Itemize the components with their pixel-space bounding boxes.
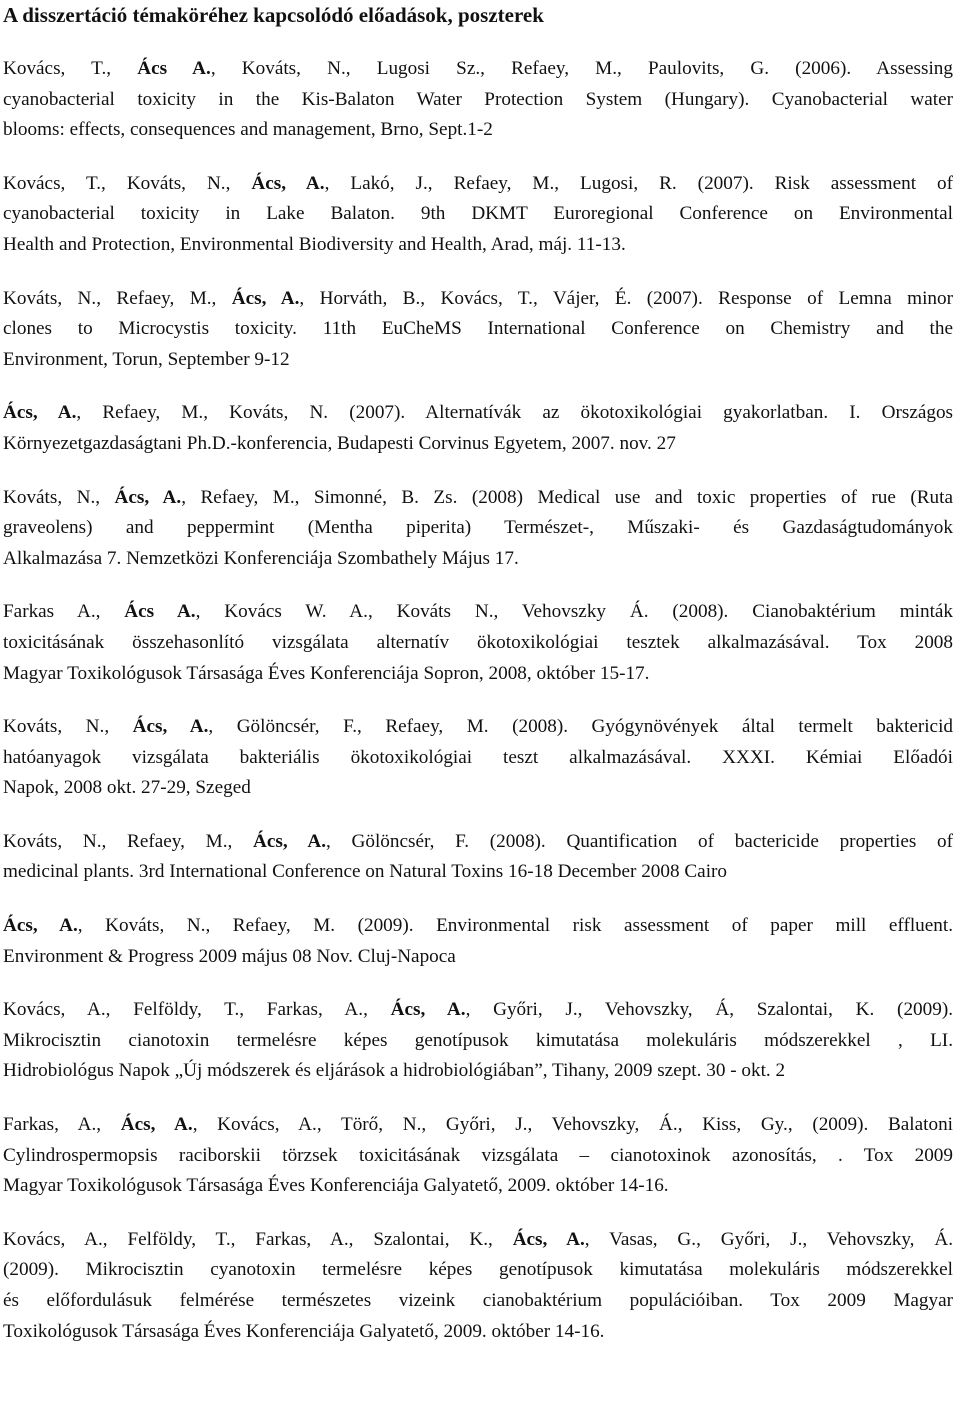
reference-text: cyanobacterial toxicity in the Kis-Balaton Water Protection System (Hungary). Cyanobacterial water xyxy=(3,88,953,110)
reference-text: , Refaey, M., Simonné, B. Zs. (2008) Medical use and toxic properties of rue (Ruta xyxy=(181,486,953,508)
reference-line xyxy=(3,199,953,230)
reference-line xyxy=(3,995,953,1026)
reference-line xyxy=(3,345,953,376)
reference-text: Kovács, T., xyxy=(3,58,138,79)
reference-text: Kováts, N., xyxy=(3,486,115,508)
highlighted-author: Ács, A. xyxy=(231,287,300,309)
reference-line xyxy=(3,628,953,659)
reference-entry xyxy=(3,827,953,888)
reference-line xyxy=(3,398,953,429)
reference-text: Magyar Toxikológusok Társasága Éves Konferenciája Galyatető, 2009. október 14-16. xyxy=(3,1175,669,1197)
reference-entry xyxy=(3,284,953,376)
reference-text: Toxikológusok Társasága Éves Konferenciája Galyatető, 2009. október 14-16. xyxy=(3,1320,605,1342)
reference-line xyxy=(3,230,953,261)
reference-text: , Gölöncsér, F., Refaey, M. (2008). Gyógynövények által termelt baktericid xyxy=(208,716,953,738)
reference-line xyxy=(3,429,953,460)
reference-text: Environment & Progress 2009 május 08 Nov. Cluj-Napoca xyxy=(3,945,456,967)
reference-text: blooms: effects, consequences and management, Brno, Sept.1-2 xyxy=(3,119,493,141)
reference-line xyxy=(3,85,953,116)
reference-text: , Kovács W. A., Kováts N., Vehovszky Á. (2008). Cianobaktérium minták xyxy=(195,601,953,623)
section-heading: A disszertáció témaköréhez kapcsolódó előadások, poszterek xyxy=(3,3,544,27)
reference-text: , Vasas, G., Győri, J., Vehovszky, Á. xyxy=(584,1228,953,1250)
reference-entry xyxy=(3,712,953,804)
highlighted-author: Ács, A. xyxy=(120,1114,193,1136)
reference-line xyxy=(3,1171,953,1202)
reference-list xyxy=(3,54,953,1347)
reference-text: Kováts, N., Refaey, M., xyxy=(3,830,254,852)
highlighted-author: Ács, A. xyxy=(251,172,325,194)
reference-entry xyxy=(3,169,953,261)
highlighted-author: Ács, A. xyxy=(132,716,209,738)
reference-entry xyxy=(3,54,953,146)
reference-line xyxy=(3,1026,953,1057)
reference-line xyxy=(3,773,953,804)
highlighted-author: Ács, A. xyxy=(3,402,77,424)
reference-line xyxy=(3,659,953,690)
highlighted-author: Ács A. xyxy=(124,601,196,623)
highlighted-author: Ács, A. xyxy=(3,915,78,937)
reference-line xyxy=(3,1141,953,1172)
reference-line xyxy=(3,911,953,942)
highlighted-author: Ács, A. xyxy=(390,999,466,1021)
reference-text: clones to Microcystis toxicity. 11th EuCheMS International Conference on Chemistry and the xyxy=(3,318,953,340)
reference-entry xyxy=(3,1110,953,1202)
reference-entry xyxy=(3,995,953,1087)
reference-line xyxy=(3,1225,953,1256)
reference-text: , Horváth, B., Kovács, T., Vájer, É. (2007). Response of Lemna minor xyxy=(299,287,953,309)
reference-line xyxy=(3,483,953,514)
reference-text: Environment, Torun, September 9-12 xyxy=(3,348,290,370)
reference-line xyxy=(3,857,953,888)
reference-text: Farkas A., xyxy=(3,601,125,623)
highlighted-author: Ács, A. xyxy=(253,830,326,852)
reference-text: toxicitásának összehasonlító vizsgálata alternatív ökotoxikológiai tesztek alkalmazásával. Tox 2008 xyxy=(3,631,953,653)
reference-entry xyxy=(3,483,953,575)
reference-text: , Győri, J., Vehovszky, Á, Szalontai, K. (2009). xyxy=(465,999,953,1021)
reference-text: és előfordulásuk felmérése természetes vizeink cianobaktérium populációiban. Tox 2009 Magyar xyxy=(3,1290,953,1311)
reference-line xyxy=(3,712,953,743)
highlighted-author: Ács A. xyxy=(137,58,211,79)
reference-line xyxy=(3,314,953,345)
reference-text: Hidrobiológus Napok „Új módszerek és eljárások a hidrobiológiában”, Tihany, 2009 szept. 30 - okt. 2 xyxy=(3,1060,786,1082)
reference-text: Kováts, N., xyxy=(3,716,133,738)
reference-line xyxy=(3,284,953,315)
reference-text: Magyar Toxikológusok Társasága Éves Konferenciája Sopron, 2008, október 15-17. xyxy=(3,662,650,684)
reference-text: , Kováts, N., Refaey, M. (2009). Environmental risk assessment of paper mill effluent. xyxy=(77,915,953,937)
reference-entry xyxy=(3,911,953,972)
reference-text: Kovács, A., Felföldy, T., Farkas, A., Szalontai, K., xyxy=(3,1228,513,1250)
reference-text: Mikrocisztin cianotoxin termelésre képes genotípusok kimutatása molekuláris módszerekkel , LI. xyxy=(3,1029,953,1051)
reference-entry xyxy=(3,597,953,689)
reference-line xyxy=(3,597,953,628)
reference-text: (2009). Mikrocisztin cyanotoxin termelésre képes genotípusok kimutatása molekuláris módszerekkel xyxy=(3,1259,953,1281)
reference-line xyxy=(3,513,953,544)
reference-text: Kovács, A., Felföldy, T., Farkas, A., xyxy=(3,999,391,1021)
reference-line xyxy=(3,1056,953,1087)
reference-entry xyxy=(3,398,953,459)
reference-line xyxy=(3,1286,953,1317)
reference-text: Kováts, N., Refaey, M., xyxy=(3,287,232,309)
reference-text: , Kováts, N., Lugosi Sz., Refaey, M., Paulovits, G. (2006). Assessing xyxy=(210,58,953,79)
reference-text: Health and Protection, Environmental Biodiversity and Health, Arad, máj. 11-13. xyxy=(3,233,626,255)
reference-text: Napok, 2008 okt. 27-29, Szeged xyxy=(3,777,251,799)
reference-line xyxy=(3,115,953,146)
reference-text: , Gölöncsér, F. (2008). Quantification of bactericide properties of xyxy=(326,830,953,852)
highlighted-author: Ács, A. xyxy=(114,486,182,508)
reference-line xyxy=(3,743,953,774)
reference-line xyxy=(3,54,953,85)
reference-line xyxy=(3,169,953,200)
reference-line xyxy=(3,942,953,973)
reference-line xyxy=(3,1317,953,1348)
highlighted-author: Ács, A. xyxy=(512,1228,585,1250)
reference-line xyxy=(3,827,953,858)
reference-text: hatóanyagok vizsgálata bakteriális ökotoxikológiai teszt alkalmazásával. XXXI. Kémiai Előadói xyxy=(3,746,953,768)
reference-text: Környezetgazdaságtani Ph.D.-konferencia, Budapesti Corvinus Egyetem, 2007. nov. 27 xyxy=(3,432,676,454)
reference-line xyxy=(3,1255,953,1286)
reference-text: cyanobacterial toxicity in Lake Balaton. 9th DKMT Euroregional Conference on Environmental xyxy=(3,203,953,225)
reference-text: Kovács, T., Kováts, N., xyxy=(3,172,252,194)
reference-text: medicinal plants. 3rd International Conference on Natural Toxins 16-18 December 2008 Cairo xyxy=(3,861,728,883)
reference-text: graveolens) and peppermint (Mentha piperita) Természet-, Műszaki- és Gazdaságtudományok xyxy=(3,517,953,539)
document-page xyxy=(3,0,953,1347)
reference-line xyxy=(3,1110,953,1141)
reference-text: Cylindrospermopsis raciborskii törzsek toxicitásának vizsgálata – cianotoxinok azonosítás, . Tox 2009 xyxy=(3,1144,953,1166)
reference-text: , Lakó, J., Refaey, M., Lugosi, R. (2007). Risk assessment of xyxy=(324,172,953,194)
reference-entry xyxy=(3,1225,953,1347)
reference-text: Alkalmazása 7. Nemzetközi Konferenciája Szombathely Május 17. xyxy=(3,547,519,569)
reference-line xyxy=(3,544,953,575)
reference-text: Farkas, A., xyxy=(3,1114,121,1136)
reference-text: , Kovács, A., Törő, N., Győri, J., Vehovszky, Á., Kiss, Gy., (2009). Balatoni xyxy=(192,1114,953,1136)
reference-text: , Refaey, M., Kováts, N. (2007). Alternatívák az ökotoxikológiai gyakorlatban. I. Országos xyxy=(76,402,953,424)
